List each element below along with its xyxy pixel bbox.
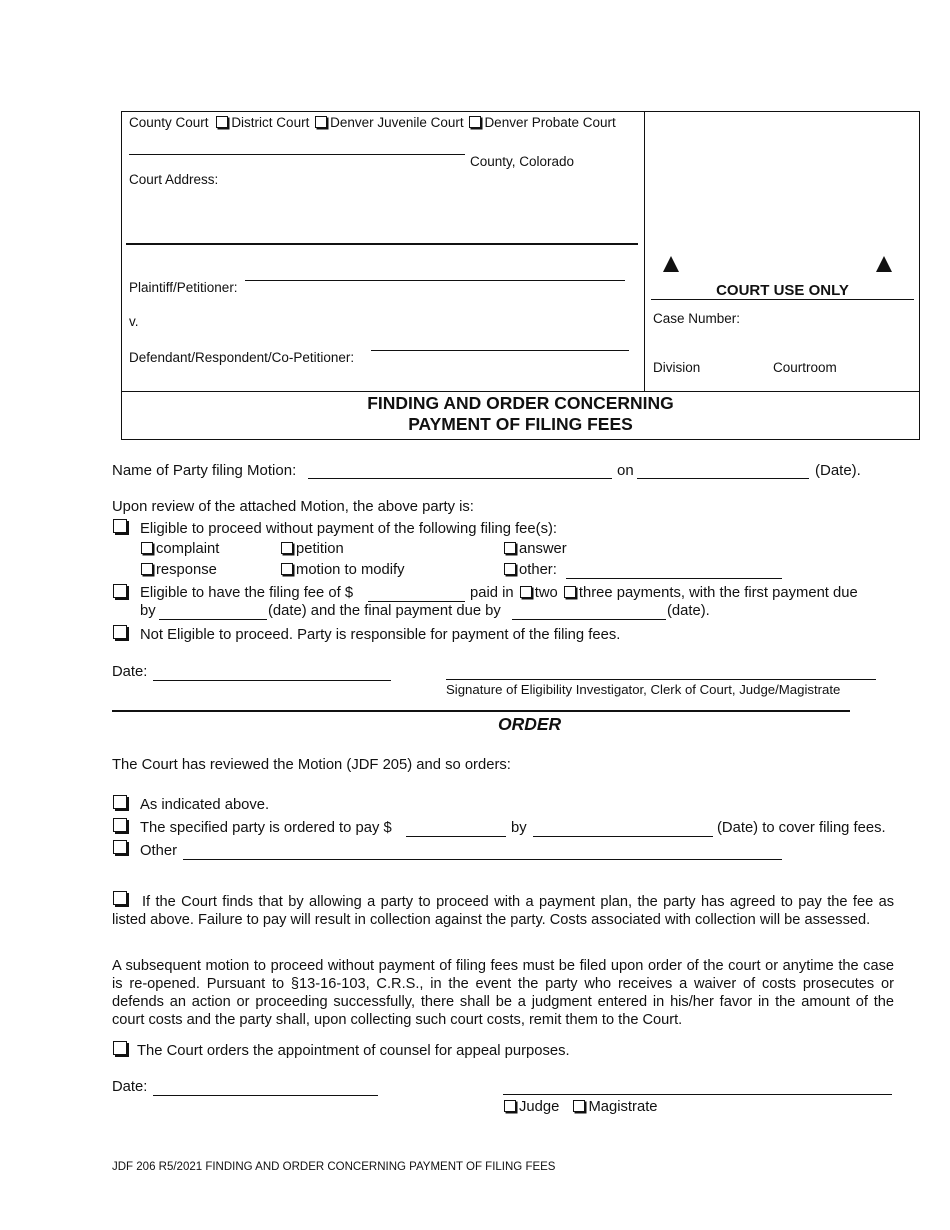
subsequent-motion-paragraph: A subsequent motion to proceed without payment of filing fees must be filed upon order of the court or anytime the case is re-opened. Pursuant to §13-16-103, C.R.S., in the event the party who receives a waiver of costs prosecutes or defends an action or proceeding successfully, there shall be a judgment entered in his/her favor in the amount of the court costs and the party shall, upon collecting such court costs, remit them to the Court. <box>112 958 894 1028</box>
plaintiff-field[interactable] <box>245 280 625 281</box>
pay-by-text: by <box>511 820 527 836</box>
defendant-label: Defendant/Respondent/Co-Petitioner: <box>129 350 355 365</box>
finding-signature-field[interactable] <box>446 663 876 680</box>
installment-by: by <box>140 603 156 619</box>
order-date-label: Date: <box>112 1079 148 1095</box>
first-payment-date-field[interactable] <box>159 603 267 620</box>
motion-to-modify-checkbox[interactable] <box>281 563 293 575</box>
not-eligible-checkbox[interactable] <box>113 625 127 639</box>
division-label: Division <box>653 360 701 375</box>
installment-amount-field[interactable] <box>368 585 465 602</box>
ordered-to-pay-checkbox[interactable] <box>113 818 127 832</box>
county-suffix: County, Colorado <box>470 154 575 169</box>
other-fee-field[interactable] <box>566 562 782 579</box>
as-indicated-label: As indicated above. <box>140 797 270 813</box>
eligible-without-payment-label: Eligible to proceed without payment of the following filing fee(s): <box>140 521 558 537</box>
pay-amount-field[interactable] <box>406 820 506 837</box>
finding-date-label: Date: <box>112 664 148 680</box>
appoint-counsel-checkbox[interactable] <box>113 1041 127 1055</box>
not-eligible-label: Not Eligible to proceed. Party is responsible for payment of the filing fees. <box>140 627 621 643</box>
payment-plan-paragraph: If the Court finds that by allowing a party to proceed with a payment plan, the party has agreed to pay the fee as listed above. Failure to pay will result in collection against the party. Costs associated with collection will be assessed. <box>112 894 894 928</box>
on-label: on <box>617 462 634 479</box>
magistrate-checkbox[interactable] <box>573 1100 585 1112</box>
order-heading: ORDER <box>498 714 562 734</box>
court-type-row <box>129 115 616 130</box>
motion-date-suffix: (Date). <box>815 462 861 479</box>
court-option-district: District Court <box>231 115 310 130</box>
court-use-only-label: COURT USE ONLY <box>716 282 849 299</box>
judge-option: Judge Magistrate <box>504 1099 658 1115</box>
answer-checkbox[interactable] <box>504 542 516 554</box>
eligible-without-payment-checkbox[interactable] <box>113 519 127 533</box>
two-payments-checkbox[interactable] <box>520 586 532 598</box>
court-option-county: County Court <box>129 115 209 130</box>
other-order-label: Other <box>140 843 178 859</box>
other-order-field[interactable] <box>183 843 782 860</box>
motion-date-field[interactable] <box>637 462 809 479</box>
installment-date1-text: (date) and the final payment due by <box>268 603 501 619</box>
fee-option-motion-to-modify: motion to modify <box>281 562 405 578</box>
order-intro: The Court has reviewed the Motion (JDF 205) and so orders: <box>112 757 511 773</box>
fee-option-answer: answer <box>504 541 567 557</box>
court-option-probate: Denver Probate Court <box>484 115 616 130</box>
complaint-checkbox[interactable] <box>141 542 153 554</box>
plaintiff-label: Plaintiff/Petitioner: <box>129 280 238 295</box>
final-payment-date-field[interactable] <box>512 603 666 620</box>
court-use-rule <box>651 299 914 300</box>
party-name-field[interactable] <box>308 462 612 479</box>
pay-date-field[interactable] <box>533 820 713 837</box>
order-date-field[interactable] <box>153 1079 378 1096</box>
other-order-checkbox[interactable] <box>113 840 127 854</box>
petition-checkbox[interactable] <box>281 542 293 554</box>
party-name-label: Name of Party filing Motion: <box>112 462 297 479</box>
review-text: Upon review of the attached Motion, the above party is: <box>112 499 474 515</box>
form-title-line1: FINDING AND ORDER CONCERNING <box>367 393 674 413</box>
caption-divider <box>644 111 645 391</box>
versus-label: v. <box>129 314 139 329</box>
installment-text-b: paid in two three payments, with the first payment due <box>470 585 858 601</box>
appoint-counsel-label: The Court orders the appointment of counsel for appeal purposes. <box>137 1043 570 1059</box>
fee-option-petition: petition <box>281 541 344 557</box>
installment-text-a: Eligible to have the filing fee of $ <box>140 585 354 601</box>
judge-signature-field[interactable] <box>503 1078 892 1095</box>
other-fee-checkbox[interactable] <box>504 563 516 575</box>
form-footer: JDF 206 R5/2021 FINDING AND ORDER CONCERNING PAYMENT OF FILING FEES <box>112 1161 556 1173</box>
installment-date2-text: (date). <box>667 603 710 619</box>
form-title-line2: PAYMENT OF FILING FEES <box>408 414 633 434</box>
probate-court-checkbox[interactable] <box>469 116 481 128</box>
signature-caption: Signature of Eligibility Investigator, Clerk of Court, Judge/Magistrate <box>446 682 841 697</box>
courtroom-label: Courtroom <box>773 360 837 375</box>
pay-text-a: The specified party is ordered to pay $ <box>140 820 392 836</box>
response-checkbox[interactable] <box>141 563 153 575</box>
county-name-field[interactable] <box>129 154 465 155</box>
left-triangle-icon <box>663 256 679 272</box>
fee-option-other: other: <box>504 562 557 578</box>
court-option-juvenile: Denver Juvenile Court <box>330 115 464 130</box>
as-indicated-checkbox[interactable] <box>113 795 127 809</box>
defendant-field[interactable] <box>371 350 629 351</box>
fee-option-complaint: complaint <box>141 541 219 557</box>
case-number-label: Case Number: <box>653 311 741 326</box>
pay-text-b: (Date) to cover filing fees. <box>717 820 886 836</box>
address-rule <box>126 243 638 245</box>
judge-checkbox[interactable] <box>504 1100 516 1112</box>
finding-date-field[interactable] <box>153 664 391 681</box>
order-divider <box>112 710 850 712</box>
caption-title-rule <box>121 391 920 392</box>
three-payments-checkbox[interactable] <box>564 586 576 598</box>
installment-checkbox[interactable] <box>113 584 127 598</box>
district-court-checkbox[interactable] <box>216 116 228 128</box>
juvenile-court-checkbox[interactable] <box>315 116 327 128</box>
court-address-label: Court Address: <box>129 172 219 187</box>
right-triangle-icon <box>876 256 892 272</box>
fee-option-response: response <box>141 562 217 578</box>
